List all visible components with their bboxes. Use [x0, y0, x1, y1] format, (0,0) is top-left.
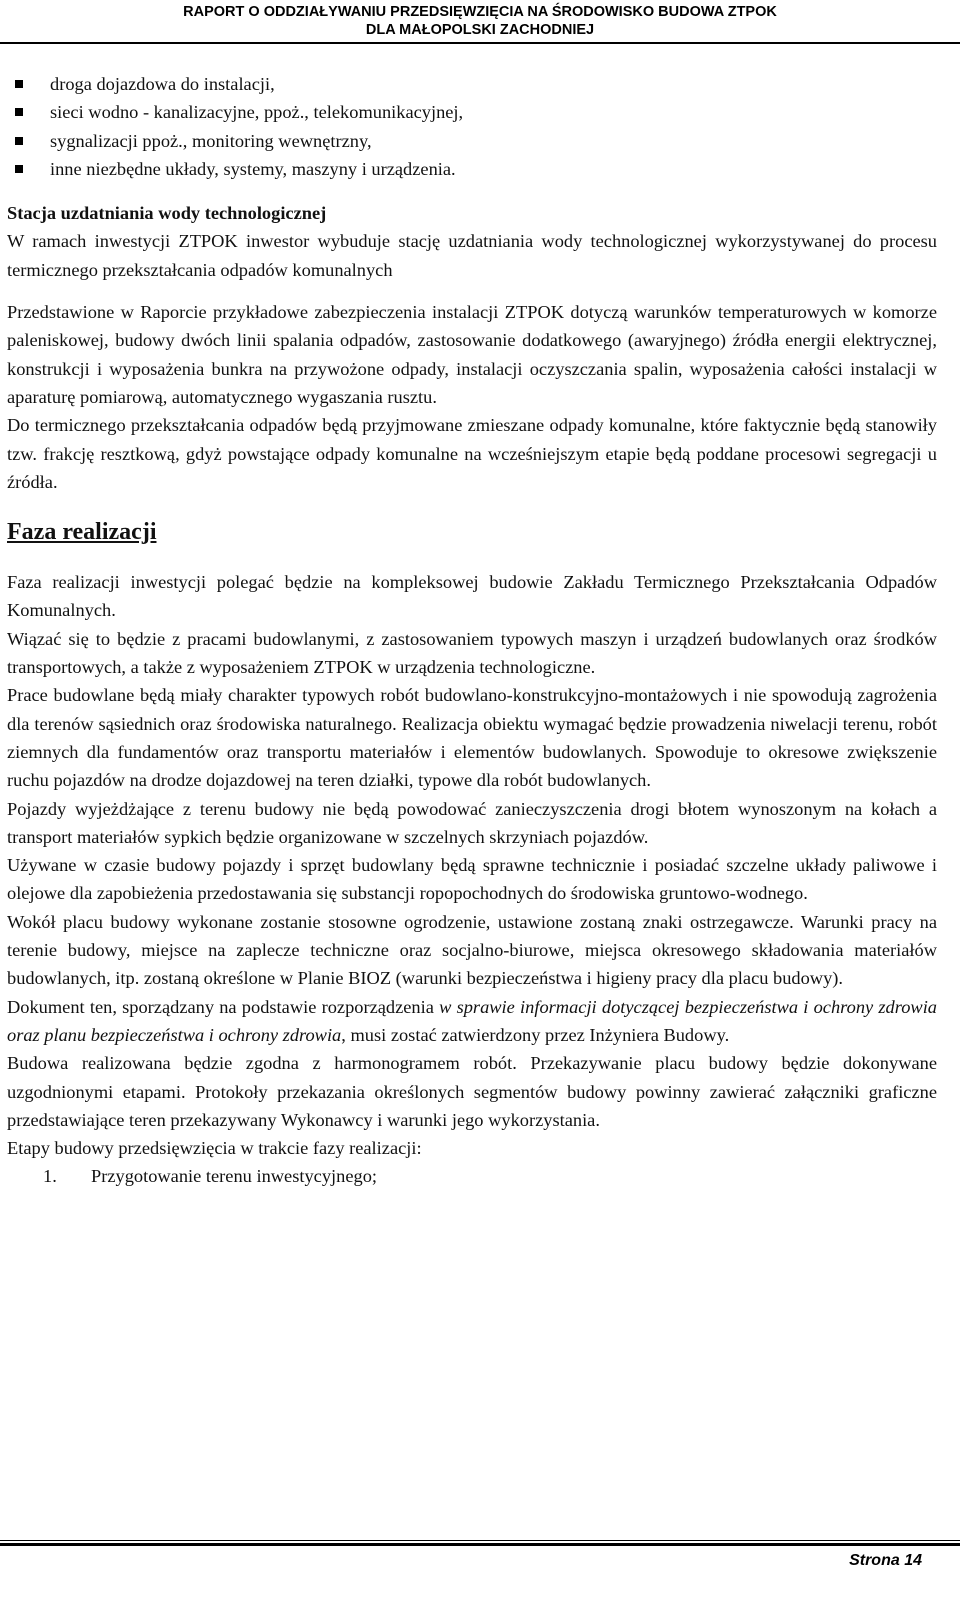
- list-item: [7, 98, 937, 126]
- header-rule: [0, 42, 960, 44]
- paragraph: Prace budowlane będą miały charakter typowych robót budowlano-konstrukcyjno-montażowych i nie spowodują zagrożenia dla terenów sąsiednich oraz środowiska naturalnego. Realizacja obiektu wymagać będzie prowadzenia niwelacji terenu, robót ziemnych dla fundamentów oraz transportu materiałów i elementów budowlanych. Spowoduje to okresowe zwiększenie ruchu pojazdów na drodze dojazdowej na teren działki, typowe dla robót budowlanych.: [7, 685, 937, 791]
- list-item: [7, 155, 937, 183]
- paragraph: Wiązać się to będzie z pracami budowlanymi, z zastosowaniem typowych maszyn i urządzeń budowlanych oraz środków transportowych, a także z wyposażeniem ZTPOK w urządzenia technologiczne.: [7, 628, 937, 678]
- list-item-text: inne niezbędne układy, systemy, maszyny i urządzenia.: [50, 158, 456, 179]
- footer-rule: [0, 1540, 960, 1541]
- paragraph-text: , musi zostać zatwierdzony przez Inżyniera Budowy.: [341, 1024, 730, 1045]
- paragraph: Budowa realizowana będzie zgodna z harmonogramem robót. Przekazywanie placu budowy będzie dokonywane uzgodnionymi etapami. Protokoły przekazania określonych segmentów budowy powinny zawierać załączniki graficzne przedstawiające teren przekazywany Wykonawcy i warunki jego wykorzystania.: [7, 1053, 937, 1130]
- paragraph: Przedstawione w Raporcie przykładowe zabezpieczenia instalacji ZTPOK dotyczą warunków temperaturowych w komorze paleniskowej, budowy dwóch linii spalania odpadów, zastosowanie dodatkowego (awaryjnego) źródła energii elektrycznej, konstrukcji i wyposażenia bunkra na przywożone odpady, instalacji oczyszczania spalin, wyposażenia całości instalacji w aparaturę pomiarową, automatycznego wygaszania rusztu.: [7, 302, 937, 407]
- list-item-text: sieci wodno - kanalizacyjne, ppoż., telekomunikacyjnej,: [50, 102, 464, 123]
- subsection-title: Stacja uzdatniania wody technologicznej: [7, 203, 327, 224]
- paragraph: Pojazdy wyjeżdżające z terenu budowy nie będą powodować zanieczyszczenia drogi błotem wynoszonym na kołach a transport materiałów sypkich będzie organizowane w szczelnych skrzyniach pojazdów.: [7, 798, 937, 847]
- paragraph: Wokół placu budowy wykonane zostanie stosowne ogrodzenie, ustawione zostaną znaki ostrzegawcze. Warunki pracy na terenie budowy, miejsce na zaplecze techniczne oraz socjalno-biurowe, miejsca okresowego składowania materiałów budowlanych, itp. zostaną określone w Planie BIOZ (warunki bezpieczeństwa i higieny pracy dla placu budowy).: [7, 911, 937, 989]
- numbered-item: [7, 1162, 937, 1190]
- footer-rule-thick: [0, 1543, 960, 1546]
- square-bullet-icon: [15, 137, 23, 145]
- list-item: [7, 70, 937, 98]
- bullet-list: [7, 70, 937, 183]
- paragraph: W ramach inwestycji ZTPOK inwestor wybuduje stację uzdatniania wody technologicznej wykorzystywanej do procesu termicznego przekształcania odpadów komunalnych: [7, 231, 937, 280]
- square-bullet-icon: [15, 165, 23, 173]
- document-body: [7, 70, 937, 1190]
- paragraph: Do termicznego przekształcania odpadów będą przyjmowane zmieszane odpady komunalne, które faktycznie będą stanowiły tzw. frakcję resztkową, gdyż powstające odpady komunalne na wcześniejszym etapie będą poddane procesowi segregacji u źródła.: [7, 415, 937, 492]
- list-item-text: droga dojazdowa do instalacji,: [50, 74, 275, 94]
- header-line-2: DLA MAŁOPOLSKI ZACHODNIEJ: [365, 22, 595, 38]
- list-item: [7, 127, 937, 155]
- paragraph: Etapy budowy przedsięwzięcia w trakcie fazy realizacji:: [7, 1138, 422, 1159]
- header-line-1: RAPORT O ODDZIAŁYWANIU PRZEDSIĘWZIĘCIA NA ŚRODOWISKO BUDOWA ZTPOK: [183, 4, 777, 20]
- paragraph-text: Dokument ten, sporządzany na podstawie rozporządzenia: [7, 996, 440, 1017]
- square-bullet-icon: [15, 108, 23, 116]
- square-bullet-icon: [15, 80, 23, 88]
- item-text: Przygotowanie terenu inwestycyjnego;: [91, 1166, 377, 1187]
- paragraph: Faza realizacji inwestycji polegać będzie na kompleksowej budowie Zakładu Termicznego Przekształcania Odpadów Komunalnych.: [7, 572, 937, 621]
- regulation-title: w sprawie informacji dotyczącej bezpieczeństwa i ochrony zdrowia oraz planu bezpieczeństwa i ochrony zdrowia: [7, 996, 937, 1045]
- item-number: 1.: [43, 1166, 57, 1187]
- list-item-text: sygnalizacji ppoż., monitoring wewnętrzny,: [50, 130, 372, 151]
- section-heading: Faza realizacji: [7, 519, 157, 546]
- paragraph-bioz: [7, 993, 937, 1050]
- paragraph: Używane w czasie budowy pojazdy i sprzęt budowlany będą sprawne technicznie i posiadać szczelne układy paliwowe i olejowe dla zapobieżenia przedostawania się substancji ropopochodnych do środowiska gruntowo-wodnego.: [7, 855, 937, 904]
- page-header: [0, 0, 960, 46]
- page-number: Strona 14: [849, 1552, 922, 1569]
